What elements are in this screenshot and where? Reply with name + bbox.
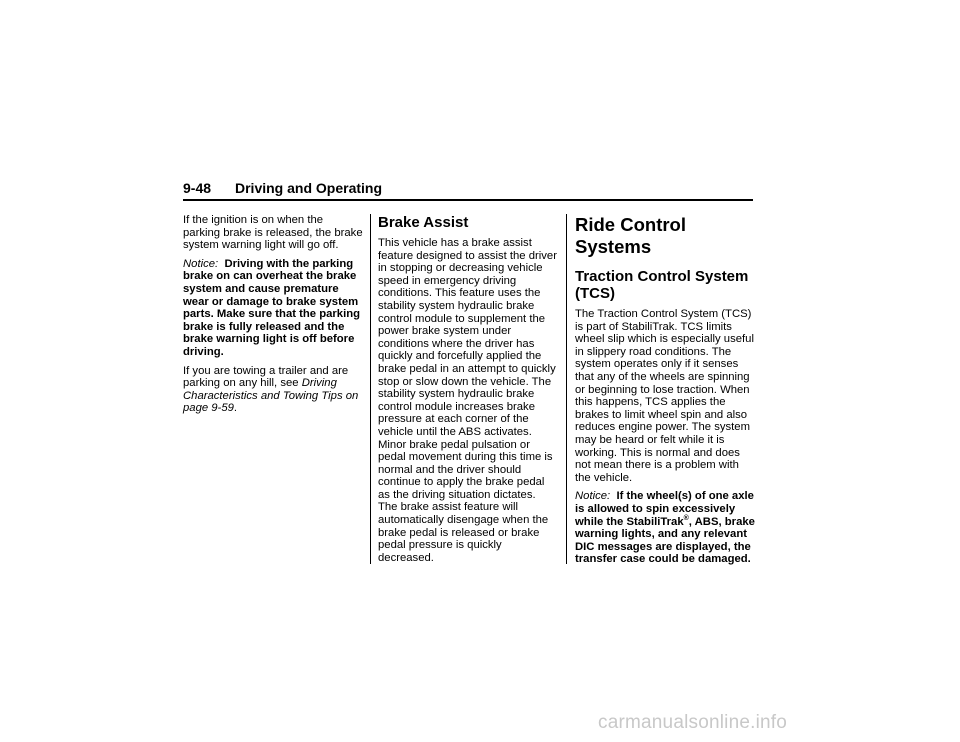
ride-control-heading: Ride Control Systems (575, 214, 686, 257)
tcs-notice-label: Notice: (575, 490, 611, 503)
towing-period: . (233, 402, 238, 415)
towing-reference-link[interactable]: Driving Characteristics and Towing Tips on page 9-59 (183, 377, 359, 415)
notice-paragraph (183, 258, 363, 359)
registered-mark: ® (683, 514, 689, 522)
notice-label: Notice: (183, 257, 219, 270)
towing-paragraph (183, 365, 363, 415)
brake-assist-body: This vehicle has a brake assist feature designed to assist the driver in stopping or decreasing vehicle speed in emergency driving conditions. This feature uses the stability system hydraulic brake control module to supplement the power brake system under conditions where the driver has quickly and forcefully applied the brake pedal in an attempt to quickly stop or slow down the vehicle. The stability system hydraulic brake control module increases brake pressure at each corner of the vehicle until the ABS activates. Minor brake pedal pulsation or pedal movement during this time is normal and the driver should continue to apply the brake pedal as the driving situation dictates. The brake assist feature will automatically disengage when the brake pedal is released or brake pedal pressure is quickly decreased. (378, 237, 557, 564)
section-title: Driving and Operating (235, 180, 383, 196)
page-header (183, 177, 753, 201)
column-2 (378, 214, 558, 570)
tcs-notice-text-1: If the wheel(s) of one axle is allowed to spin excessively while the StabiliTrak (575, 490, 754, 528)
notice-text: Driving with the parking brake on can overheat the brake system and cause premature wear or damage to brake system parts. Make sure that the parking brake is fully released and the brake warning light is off before driving. (183, 257, 361, 358)
brake-assist-heading: Brake Assist (378, 214, 469, 231)
column-3 (575, 214, 755, 572)
watermark: carmanualsonline.info (598, 712, 788, 733)
tcs-notice-paragraph (575, 490, 755, 566)
column-1 (183, 214, 363, 421)
towing-text: If you are towing a trailer and are parking on any hill, see (183, 364, 349, 390)
column-divider-1 (370, 214, 371, 564)
tcs-heading: Traction Control System (TCS) (575, 268, 749, 302)
tcs-body: The Traction Control System (TCS) is part of StabiliTrak. TCS limits wheel slip which is especially useful in slippery road conditions. The system operates only if it senses that any of the wheels are spinning or beginning to lose traction. When this happens, TCS applies the brakes to limit wheel spin and also reduces engine power. The system may be heard or felt while it is working. This is normal and does not mean there is a problem with the vehicle. (575, 308, 754, 484)
tcs-notice-text-2: , ABS, brake warning lights, and any relevant DIC messages are displayed, the transfer case could be damaged. (575, 515, 755, 566)
parking-brake-paragraph: If the ignition is on when the parking brake is released, the brake system warning light will go off. (183, 214, 363, 252)
page-number: 9-48 (183, 180, 212, 196)
column-divider-2 (566, 214, 567, 564)
